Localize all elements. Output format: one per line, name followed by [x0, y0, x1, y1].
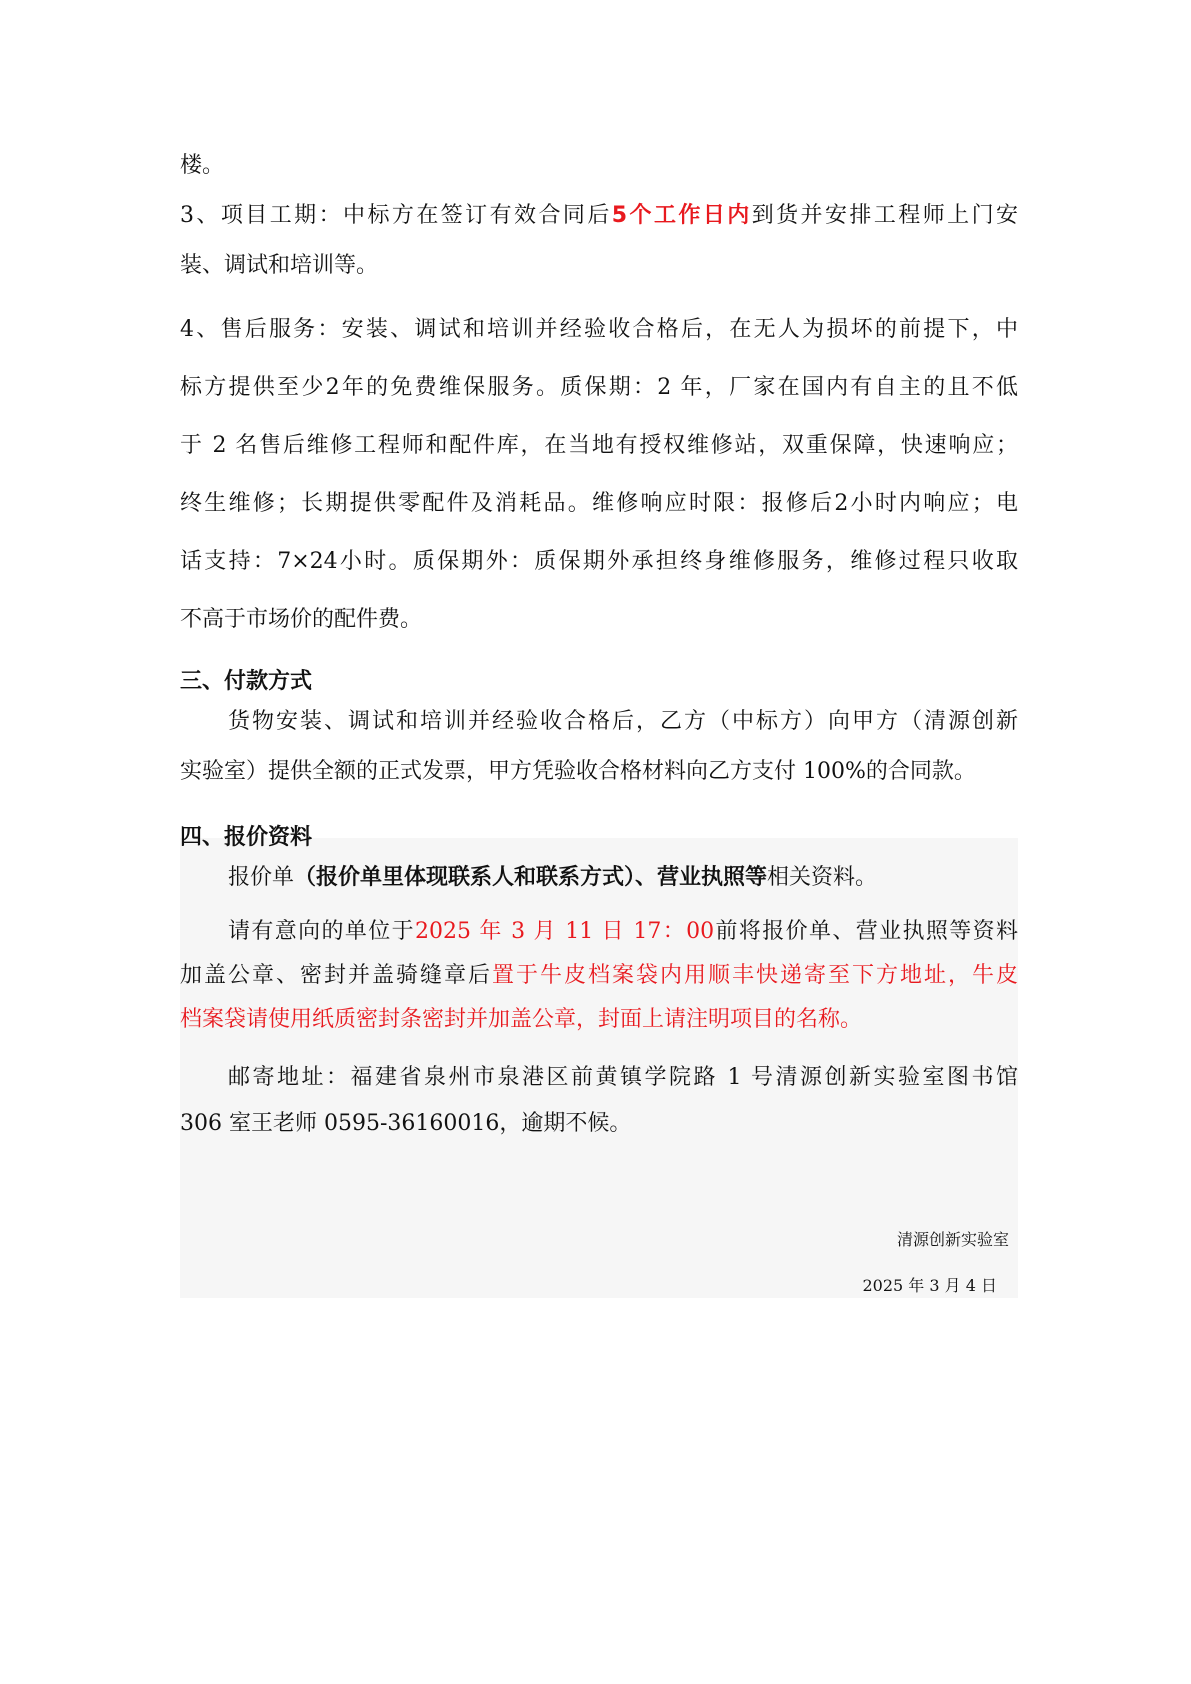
item3-line1: 3、项目工期：中标方在签订有效合同后5个工作日内到货并安排工程师上门安	[180, 203, 1018, 228]
item4-line2: 标方提供至少2年的免费维保服务。质保期：2 年，厂家在国内有自主的且不低	[180, 375, 1018, 400]
item4-line1: 4、售后服务：安装、调试和培训并经验收合格后，在无人为损坏的前提下，中	[180, 317, 1018, 342]
deadline-highlight: 5个工作日内	[611, 203, 752, 228]
section4-para1: 报价单（报价单里体现联系人和联系方式）、营业执照等相关资料。	[228, 865, 878, 890]
section4-para2-line1: 请有意向的单位于2025 年 3 月 11 日 17：00前将报价单、营业执照等资料	[228, 919, 1018, 944]
section3-line1: 货物安装、调试和培训并经验收合格后，乙方（中标方）向甲方（清源创新	[228, 709, 1018, 734]
section4-para2-line2: 加盖公章、密封并盖骑缝章后置于牛皮档案袋内用顺丰快递寄至下方地址，牛皮	[180, 963, 1018, 988]
address-line1: 邮寄地址：福建省泉州市泉港区前黄镇学院路 1 号清源创新实验室图书馆	[228, 1065, 1018, 1090]
address-line2: 306 室王老师 0595-36160016，逾期不候。	[180, 1111, 632, 1136]
deadline-date: 2025 年 3 月 11 日 17：00	[415, 919, 715, 944]
item3-line2: 装、调试和培训等。	[180, 253, 379, 278]
item4-line6: 不高于市场价的配件费。	[180, 607, 423, 632]
item4-line3: 于 2 名售后维修工程师和配件库，在当地有授权维修站，双重保障，快速响应；	[180, 433, 1018, 458]
continued-line: 楼。	[180, 153, 225, 178]
section3-line2: 实验室）提供全额的正式发票，甲方凭验收合格材料向乙方支付 100%的合同款。	[180, 759, 976, 784]
section4-para2-line3: 档案袋请使用纸质密封条密封并加盖公章，封面上请注明项目的名称。	[180, 1007, 863, 1032]
section4-heading: 四、报价资料	[180, 825, 313, 850]
item4-line5: 话支持：7×24小时。质保期外：质保期外承担终身维修服务，维修过程只收取	[180, 549, 1018, 574]
item4-line4: 终生维修；长期提供零配件及消耗品。维修响应时限：报修后2小时内响应；电	[180, 491, 1018, 516]
section3-heading: 三、付款方式	[180, 669, 313, 694]
document-body	[180, 148, 1018, 1156]
signature-date: 2025 年 3 月 4 日	[862, 1276, 997, 1295]
signature-org: 清源创新实验室	[896, 1230, 1009, 1249]
